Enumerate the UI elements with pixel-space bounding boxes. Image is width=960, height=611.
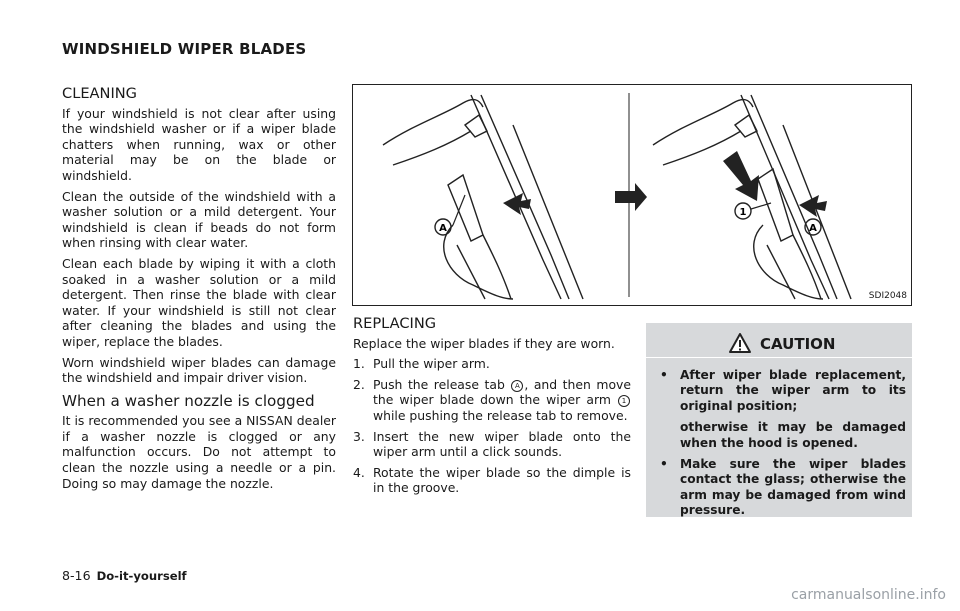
page-footer bbox=[62, 568, 187, 583]
step-2 bbox=[353, 377, 631, 424]
caution-box bbox=[646, 323, 912, 517]
step-2-text bbox=[373, 377, 631, 424]
push-arrow-right bbox=[799, 195, 827, 217]
left-column bbox=[62, 86, 336, 496]
caution-item-2-text: Make sure the wiper blades contact the glass; otherwise the arm may be damaged from wind pressure. bbox=[680, 457, 906, 518]
cleaning-heading: CLEANING bbox=[62, 85, 137, 102]
watermark: carmanualsonline.info bbox=[791, 587, 946, 603]
release-tab-marker: A bbox=[511, 380, 523, 392]
wiper-arm-marker: 1 bbox=[618, 395, 630, 407]
step-4 bbox=[353, 465, 631, 496]
pull-arrow-right bbox=[723, 151, 759, 201]
caution-item-1-text-a: After wiper blade replacement, return the wiper arm to its original position; bbox=[680, 368, 906, 413]
step-4-text: Rotate the wiper blade so the dimple is in the groove. bbox=[373, 464, 631, 496]
step-1 bbox=[353, 356, 631, 372]
footer-section: Do-it-yourself bbox=[96, 569, 187, 583]
step-2-mid: , and then move the wiper blade down the wiper arm bbox=[373, 376, 631, 408]
caution-bullet-1: • bbox=[660, 368, 668, 382]
wiper-illustration bbox=[353, 85, 911, 305]
caution-item-2 bbox=[660, 457, 906, 519]
cleaning-paragraph-1: If your windshield is not clear after using the windshield washer or if a wiper blade chatters when running, wax or other material may be on the blade or windshield. bbox=[62, 105, 336, 183]
step-4-num: 4. bbox=[353, 464, 365, 480]
page-number: 8-16 bbox=[62, 568, 91, 583]
step-3 bbox=[353, 429, 631, 460]
caution-header bbox=[646, 332, 912, 356]
cleaning-paragraph-2: Clean the outside of the windshield with a washer solution or a mild detergent. Your windshield is clean if beads do not form when rinsing with clear water. bbox=[62, 188, 336, 251]
nozzle-paragraph: It is recommended you see a NISSAN dealer if a washer nozzle is clogged or any malfunction occurs. Do not attempt to clean the nozzle using a needle or a pin. Doing so may damage the nozzle. bbox=[62, 413, 336, 491]
step-1-text: Pull the wiper arm. bbox=[373, 356, 490, 372]
caution-title: CAUTION bbox=[760, 335, 836, 353]
nozzle-heading: When a washer nozzle is clogged bbox=[62, 391, 315, 410]
caution-bullet-2: • bbox=[660, 457, 668, 472]
step-3-num: 3. bbox=[353, 428, 365, 444]
step-2-post: while pushing the release tab to remove. bbox=[373, 407, 628, 423]
step-2-num: 2. bbox=[353, 376, 365, 392]
cleaning-paragraph-3: Clean each blade by wiping it with a cloth soaked in a washer solution or a mild detergent. Then rinse the blade with clear water. If your windshield is still not clear after cleaning the blades and using the wiper, replace the blades. bbox=[62, 255, 336, 349]
caution-divider bbox=[646, 357, 912, 358]
callout-1-text: 1 bbox=[739, 207, 747, 218]
step-2-pre: Push the release tab bbox=[373, 376, 511, 392]
step-3-text: Insert the new wiper blade onto the wiper arm until a click sounds. bbox=[373, 428, 631, 460]
caution-item-1 bbox=[660, 368, 906, 451]
step-1-num: 1. bbox=[353, 356, 365, 372]
figure-code: SDI2048 bbox=[868, 291, 907, 301]
caution-item-1-text-b: otherwise it may be damaged when the hood is opened. bbox=[680, 420, 906, 450]
callout-a-left-text: A bbox=[439, 223, 447, 234]
callout-a-right-text: A bbox=[809, 223, 817, 234]
push-arrow-left bbox=[503, 193, 531, 215]
replacing-column bbox=[353, 316, 631, 501]
cleaning-paragraph-4: Worn windshield wiper blades can damage the windshield and impair driver vision. bbox=[62, 354, 336, 386]
wiper-blade-figure bbox=[352, 84, 912, 306]
section-title: WINDSHIELD WIPER BLADES bbox=[62, 40, 307, 58]
sequence-arrow-icon bbox=[615, 183, 647, 211]
warning-triangle-icon bbox=[728, 332, 752, 354]
replacing-heading: REPLACING bbox=[353, 315, 437, 332]
caution-list bbox=[660, 368, 906, 525]
replacing-intro: Replace the wiper blades if they are worn. bbox=[353, 335, 615, 351]
